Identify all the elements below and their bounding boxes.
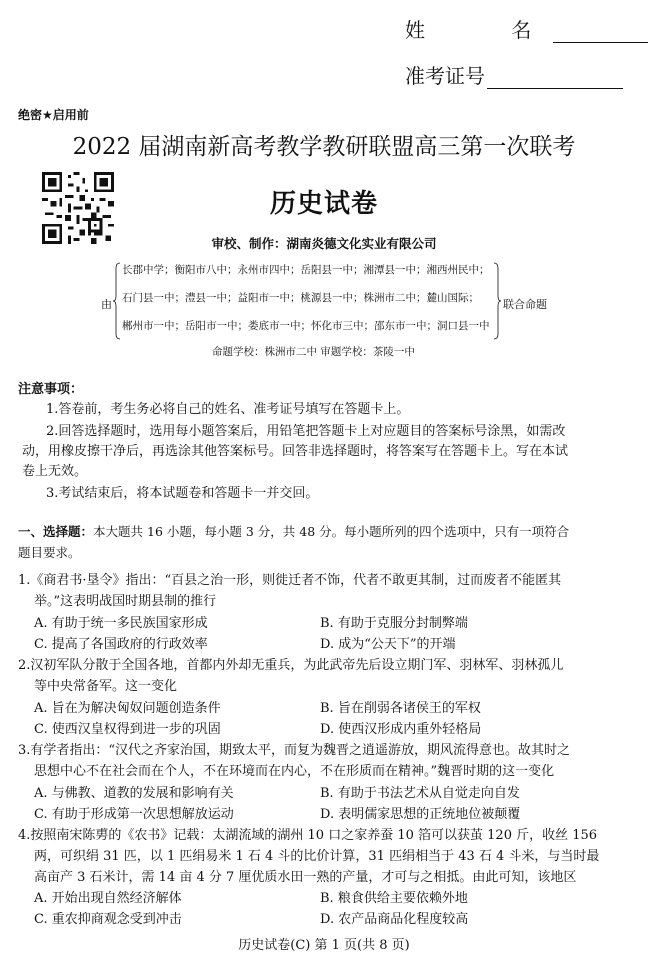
proposition-schools: 命题学校：株洲市二中 审题学校：茶陵一中 (212, 346, 415, 358)
name-field-row (405, 14, 648, 43)
right-brace-icon (493, 262, 501, 340)
question-1-option-a: A. 有助于统一多民族国家形成 (34, 616, 208, 631)
subject-title: 历史试卷 (269, 189, 378, 219)
question-2-line-2: 等中央常备军。这一变化 (34, 679, 178, 694)
notice-item-2-line-2: 动，用橡皮擦干净后，再选涂其他答案标号。回答非选择题时，将答案写在答题卡上。写在本试 (22, 444, 569, 459)
question-4-line-3: 高亩产 3 石米计，需 14 亩 4 分 7 厘优质水田一熟的产量，才可与之相抵。由此可知，该地区 (34, 870, 577, 885)
section-1-text-1: 本大题共 16 小题，每小题 3 分，共 48 分。每小题所列的四个选项中，只有一项符合 (93, 524, 570, 539)
notice-item-1: 1.答卷前，考生务必将自己的姓名、准考证号填写在答题卡上。 (46, 402, 410, 417)
question-1-option-d: D. 成为“公天下”的开端 (320, 637, 456, 652)
school-list-line-2: 石门县一中；澧县一中；益阳市一中；桃源县一中；株洲市二中；麓山国际； (122, 292, 479, 304)
question-1-option-b: B. 有助于克服分封制弊端 (320, 616, 468, 631)
section-1-label: 一、选择题： (18, 524, 94, 539)
question-3-line-1: 3.有学者指出：“汉代之齐家治国，期致太平，而复为魏晋之逍遥游放，期风流得意也。故其时之 (18, 743, 571, 758)
question-1-line-2: 举。”这表明战国时期县制的推行 (34, 594, 217, 609)
question-3-option-a: A. 与佛教、道教的发展和影响有关 (34, 786, 234, 801)
question-4-line-2: 两，可织绢 31 匹，以 1 匹绢易米 1 石 4 斗的比价计算，31 匹绢相当于 43 石 4 斗米，与当时最 (34, 849, 600, 864)
question-1-option-c: C. 提高了各国政府的行政效率 (34, 637, 208, 652)
question-2-option-a: A. 旨在为解决匈奴问题创造条件 (34, 701, 221, 716)
notice-item-2-line-1: 2.回答选择题时，选用每小题答案后，用铅笔把答题卡上对应题目的答案标号涂黑，如需改 (46, 424, 566, 439)
you-label: 由 (101, 298, 112, 311)
question-2-option-c: C. 使西汉皇权得到进一步的巩固 (34, 722, 221, 737)
question-2-option-b: B. 旨在削弱各诸侯王的军权 (320, 701, 481, 716)
producer-line: 审校、制作：湖南炎德文化实业有限公司 (211, 236, 437, 251)
question-3-option-b: B. 有助于书法艺术从自觉走向自发 (320, 786, 520, 801)
question-4-option-c: C. 重农抑商观念受到冲击 (34, 912, 182, 927)
question-3-option-c: C. 有助于形成第一次思想解放运动 (34, 807, 234, 822)
name-label: 姓 名 (405, 18, 572, 42)
secret-label: 绝密★启用前 (18, 108, 89, 122)
question-2-option-d: D. 使西汉形成内重外轻格局 (320, 722, 482, 737)
question-4-line-1: 4.按照南宋陈旉的《农书》记载：太湖流域的湖州 10 口之家养蚕 10 箔可以获茧 120 斤，收丝 156 (18, 828, 598, 843)
question-3-line-2: 思想中心不在社会而在个人，不在环境而在内心，不在形质而在精神。”魏晋时期的这一变化 (34, 764, 555, 779)
exam-number-label: 准考证号 (405, 64, 485, 88)
question-4-option-a: A. 开始出现自然经济解体 (34, 891, 182, 906)
question-4-option-b: B. 粮食供给主要依赖外地 (320, 891, 468, 906)
school-list-line-1: 长郡中学；衡阳市八中；永州市四中；岳阳县一中；湘潭县一中；湘西州民中； (122, 264, 490, 276)
question-3-option-d: D. 表明儒家思想的正统地位被颠覆 (320, 807, 521, 822)
question-4-option-d: D. 农产品商品化程度较高 (320, 912, 469, 927)
notice-item-3: 3.考试结束后，将本试题卷和答题卡一并交回。 (46, 486, 319, 501)
school-list-line-3: 郴州市一中；岳阳市一中；娄底市一中；怀化市三中；邵东市一中；洞口县一中 (122, 320, 490, 332)
main-title: 2022 届湖南新高考教学教研联盟高三第一次联考 (72, 134, 576, 160)
section-1-heading (18, 522, 569, 540)
question-1-line-1: 1.《商君书·垦令》指出：“百县之治一形，则徙迁者不饰，代者不敢更其制，过而废者不能匿其 (18, 573, 562, 588)
question-2-line-1: 2.汉初军队分散于全国各地，首都内外却无重兵，为此武帝先后设立期门军、羽林军、羽林孤儿 (18, 658, 564, 673)
section-1-text-2: 题目要求。 (18, 545, 81, 560)
joint-label: 联合命题 (503, 298, 547, 311)
page-footer: 历史试卷(C) 第 1 页(共 8 页) (238, 938, 410, 953)
notice-title: 注意事项： (18, 382, 84, 397)
exam-number-blank[interactable] (487, 66, 623, 89)
exam-number-row (405, 60, 623, 89)
notice-item-2-line-3: 卷上无效。 (22, 464, 88, 479)
left-brace-icon (113, 262, 121, 340)
name-blank[interactable] (553, 20, 648, 43)
